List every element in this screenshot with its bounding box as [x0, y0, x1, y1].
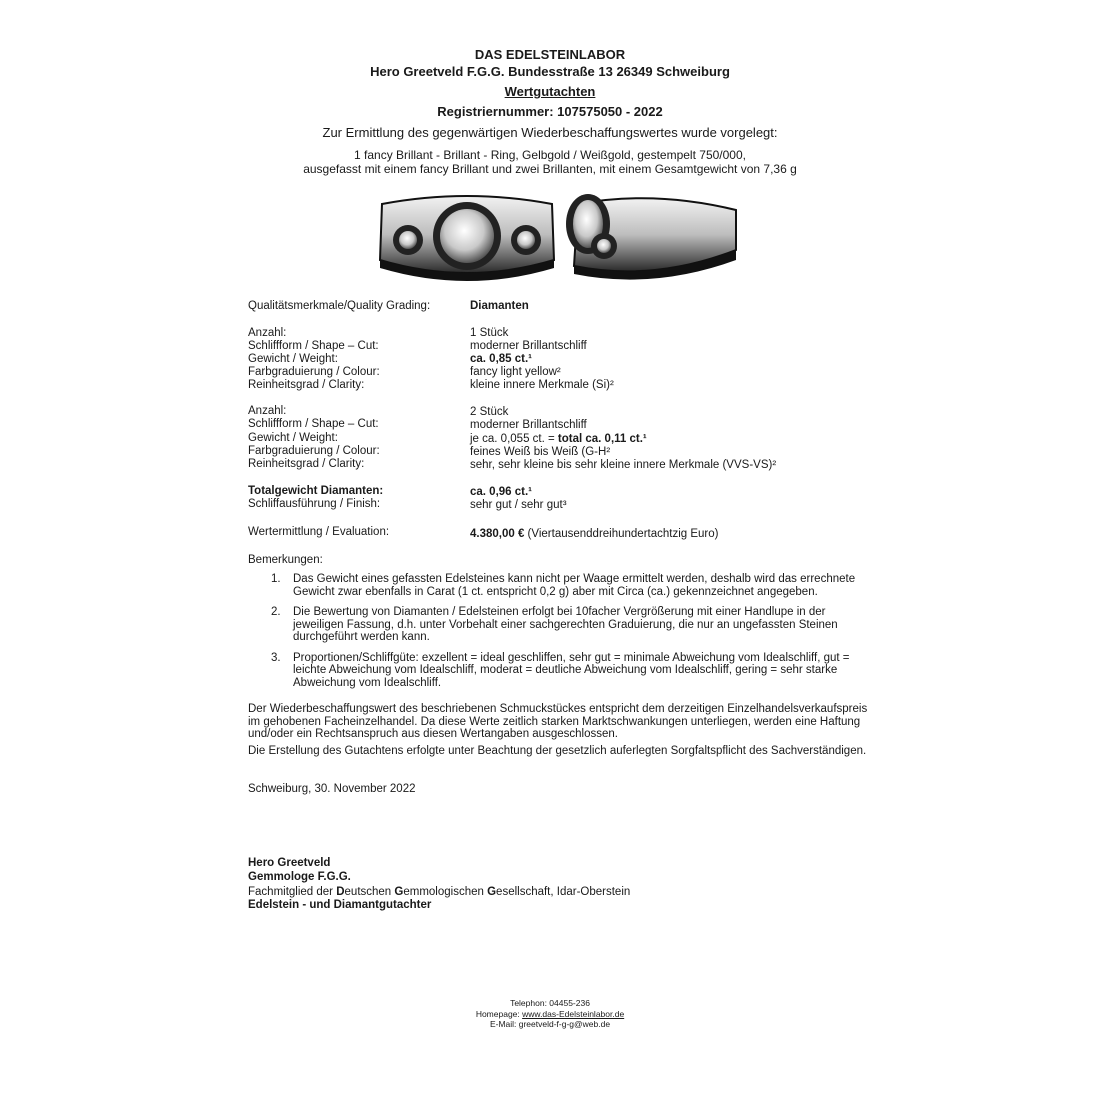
- stone1-weight-label: Gewicht / Weight:: [248, 353, 338, 365]
- grading-label: Qualitätsmerkmale/Quality Grading:: [248, 300, 431, 312]
- stone1-clarity: kleine innere Merkmale (Si)²: [470, 379, 614, 391]
- membership-initial-d: D: [336, 886, 345, 898]
- remarks-list: [248, 573, 868, 697]
- intro-text: Zur Ermittlung des gegenwärtigen Wiederbeschaffungswertes wurde vorgelegt:: [322, 125, 778, 140]
- document-type: Wertgutachten: [504, 84, 596, 99]
- membership-word-2: emmologischen: [403, 886, 488, 898]
- footer-homepage: [0, 1009, 1100, 1019]
- evaluation-label: Wertermittlung / Evaluation:: [248, 526, 390, 538]
- stone2-clarity-label: Reinheitsgrad / Clarity:: [248, 458, 365, 470]
- evaluation: [470, 528, 718, 541]
- total-weight-label: Totalgewicht Diamanten:: [248, 485, 384, 497]
- remark-text: Die Bewertung von Diamanten / Edelsteinen erfolgt bei 10facher Vergrößerung mit einer Handlupe in der jeweiligen Fassung, d.h. unter Vorbehalt einer sachgerechten Graduierung, die nur an ungefassten Steinen durchgeführt werden kann.: [293, 606, 838, 643]
- ring-side-photo: [564, 190, 740, 282]
- signatory-role: Edelstein - und Diamantgutachter: [248, 899, 432, 911]
- diligence-paragraph: Die Erstellung des Gutachtens erfolgte unter Beachtung der gesetzlich auferlegten Sorgfaltspflicht des Sachverständigen.: [248, 745, 867, 757]
- membership-initial-g2: G: [487, 886, 497, 898]
- disclaimer-paragraph: Der Wiederbeschaffungswert des beschriebenen Schmuckstückes entspricht dem derzeitigen Einzelhandelsverkaufspreis im gehobenen Facheinzelhandel. Da diese Werte zeitlich starken Marktschwankungen unterliegen, werden eine Haftung und/oder ein Rechtsanspruch aus diesen Wertangaben ausgeschlossen.: [248, 703, 868, 740]
- remark-item: [248, 652, 868, 690]
- membership-prefix: Fachmitglied der: [248, 886, 337, 898]
- homepage-label: Homepage:: [475, 1009, 523, 1019]
- membership-word-3: esellschaft, Idar-Oberstein: [496, 886, 631, 898]
- stone1-colour: fancy light yellow²: [470, 366, 561, 378]
- stone2-count: 2 Stück: [470, 406, 509, 418]
- stone1-count-label: Anzahl:: [248, 327, 287, 339]
- remark-item: [248, 573, 868, 598]
- stone2-colour-label: Farbgraduierung / Colour:: [248, 445, 380, 457]
- stone1-shape-label: Schliffform / Shape – Cut:: [248, 340, 379, 352]
- membership-word-1: eutschen: [344, 886, 395, 898]
- stone1-shape: moderner Brillantschliff: [470, 340, 587, 352]
- signatory-name: Hero Greetveld: [248, 857, 331, 869]
- footer-email: E-Mail: greetveld-f-g-g@web.de: [489, 1019, 611, 1029]
- ring-front-photo: [378, 190, 556, 284]
- date-line: Schweiburg, 30. November 2022: [248, 783, 416, 795]
- stone2-weight: [470, 433, 647, 446]
- item-description-line2: ausgefasst mit einem fancy Brillant und zwei Brillanten, mit einem Gesamtgewicht von 7,36 g: [303, 162, 797, 176]
- membership-initial-g1: G: [394, 886, 404, 898]
- stone2-weight-label: Gewicht / Weight:: [248, 432, 338, 444]
- evaluation-words: (Viertausenddreihundertachtzig Euro): [524, 528, 719, 540]
- stone2-weight-total: total ca. 0,11 ct.¹: [557, 433, 647, 445]
- membership-line: [248, 886, 630, 899]
- grading-value: Diamanten: [470, 300, 529, 312]
- remarks-title: Bemerkungen:: [248, 554, 323, 566]
- stone2-shape: moderner Brillantschliff: [470, 419, 587, 431]
- footer-phone: Telephon: 04455-236: [510, 998, 590, 1008]
- evaluation-amount: 4.380,00 €: [470, 528, 525, 540]
- remark-item: [248, 606, 868, 644]
- stone1-weight: ca. 0,85 ct.¹: [470, 353, 533, 365]
- stone1-clarity-label: Reinheitsgrad / Clarity:: [248, 379, 365, 391]
- stone2-weight-each: je ca. 0,055 ct. =: [470, 433, 558, 445]
- remark-number: 1.: [271, 573, 281, 585]
- lab-address: Hero Greetveld F.G.G. Bundesstraße 13 26349 Schweiburg: [370, 64, 730, 79]
- stone2-colour: feines Weiß bis Weiß (G-H²: [470, 446, 611, 458]
- remark-text: Proportionen/Schliffgüte: exzellent = ideal geschliffen, sehr gut = minimale Abweichung vom Idealschliff, gut = leichte Abweichung vom Idealschliff, moderat = deutliche Abweichung vom Idealschliff, gering = sehr starke Abweichung vom Idealschliff.: [293, 651, 850, 689]
- lab-name: DAS EDELSTEINLABOR: [474, 47, 626, 62]
- homepage-link[interactable]: www.das-Edelsteinlabor.de: [522, 1009, 625, 1019]
- stone1-colour-label: Farbgraduierung / Colour:: [248, 366, 380, 378]
- registration-number: Registriernummer: 107575050 - 2022: [437, 104, 663, 119]
- stone1-count: 1 Stück: [470, 327, 509, 339]
- finish-label: Schliffausführung / Finish:: [248, 498, 381, 510]
- remark-number: 2.: [271, 606, 281, 618]
- stone2-count-label: Anzahl:: [248, 405, 287, 417]
- total-weight: ca. 0,96 ct.¹: [470, 486, 533, 498]
- remark-text: Das Gewicht eines gefassten Edelsteines kann nicht per Waage ermittelt werden, deshalb wird das errechnete Gewicht zwar ebenfalls in Carat (1 ct. entspricht 0,2 g) aber mit Circa (ca.) gekennzeichnet angegeben.: [293, 573, 856, 598]
- finish-value: sehr gut / sehr gut³: [470, 499, 567, 511]
- remark-number: 3.: [271, 651, 281, 664]
- item-description-line1: 1 fancy Brillant - Brillant - Ring, Gelbgold / Weißgold, gestempelt 750/000,: [354, 148, 746, 162]
- stone2-shape-label: Schliffform / Shape – Cut:: [248, 418, 379, 430]
- signatory-title: Gemmologe F.G.G.: [248, 871, 351, 883]
- stone2-clarity: sehr, sehr kleine bis sehr kleine innere Merkmale (VVS-VS)²: [470, 459, 777, 471]
